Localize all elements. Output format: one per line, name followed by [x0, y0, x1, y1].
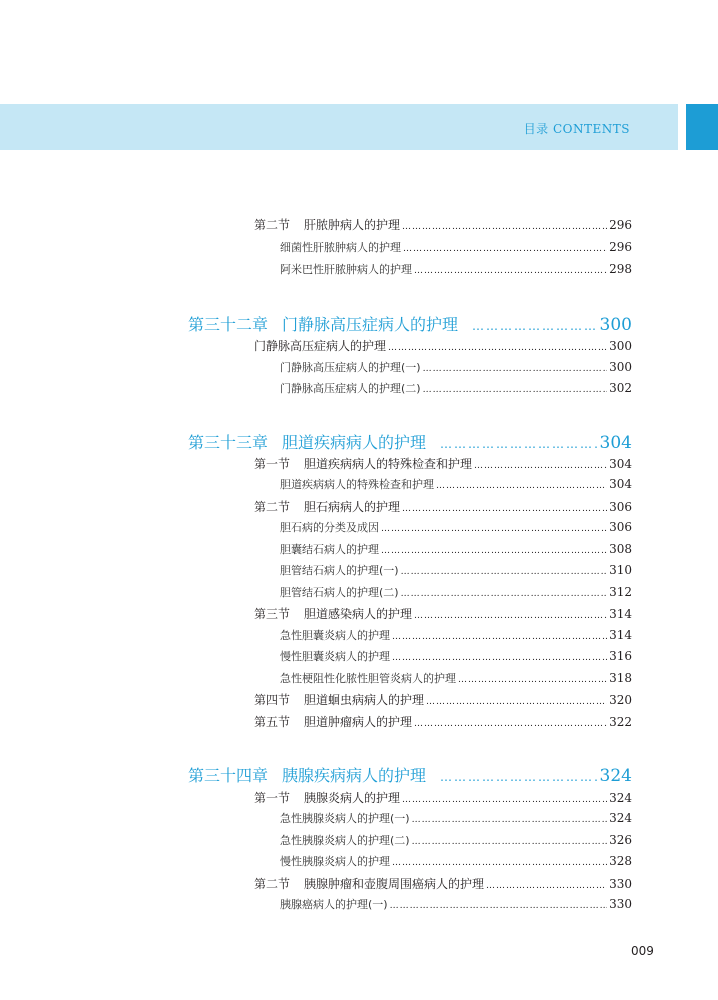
- page-number: 326: [609, 833, 632, 847]
- toc-subsection[interactable]: [280, 627, 632, 643]
- toc-subsection[interactable]: [280, 896, 632, 912]
- section-title: 门静脉高压症病人的护理: [254, 339, 387, 353]
- chapter-title: 胆道疾病病人的护理: [282, 433, 427, 452]
- page-number: 300: [599, 315, 632, 335]
- toc-subsection[interactable]: [280, 359, 632, 375]
- toc-section[interactable]: [254, 691, 632, 708]
- page-number: 308: [609, 542, 632, 556]
- page-number: 314: [609, 607, 632, 621]
- toc-subsection[interactable]: [280, 810, 632, 826]
- dot-leader: [423, 385, 608, 395]
- toc-subsection[interactable]: [280, 519, 632, 535]
- section-title: 胰腺炎病人的护理: [304, 791, 401, 805]
- page-number: 304: [609, 457, 632, 471]
- subsection-title: 门静脉高压症病人的护理(二): [280, 382, 421, 395]
- subsection-title: 门静脉高压症病人的护理(一): [280, 361, 421, 374]
- subsection-title: 胆管结石病人的护理(二): [280, 586, 399, 599]
- section-number: 第二节: [254, 500, 291, 514]
- toc-chapter[interactable]: [188, 430, 632, 453]
- dot-leader: [440, 437, 598, 451]
- page-number: 312: [609, 585, 632, 599]
- section-number: 第二节: [254, 877, 291, 891]
- toc-subsection[interactable]: [280, 670, 632, 686]
- page-folio: 009: [631, 944, 654, 958]
- section-title: 胆道肿瘤病人的护理: [304, 715, 413, 729]
- toc-section[interactable]: [254, 605, 632, 622]
- section-number: 第一节: [254, 457, 291, 471]
- subsection-title: 急性胰腺炎病人的护理(一): [280, 812, 410, 825]
- page-number: 324: [599, 766, 632, 786]
- dot-leader: [402, 504, 607, 514]
- section-title: 胆石病病人的护理: [304, 500, 401, 514]
- toc-subsection[interactable]: [280, 380, 632, 396]
- page-number: 304: [599, 433, 632, 453]
- page-number: 320: [609, 693, 632, 707]
- page-number: 310: [609, 563, 632, 577]
- section-number: 第一节: [254, 791, 291, 805]
- page-number: 330: [609, 897, 632, 911]
- toc-subsection[interactable]: [280, 648, 632, 664]
- toc-section[interactable]: [254, 216, 632, 233]
- toc-subsection[interactable]: [280, 541, 632, 557]
- dot-leader: [486, 881, 607, 891]
- dot-leader: [440, 770, 598, 784]
- dot-leader: [390, 901, 608, 911]
- dot-leader: [402, 222, 607, 232]
- subsection-title: 急性胰腺炎病人的护理(二): [280, 834, 410, 847]
- page-number: 328: [609, 854, 632, 868]
- toc-subsection[interactable]: [280, 562, 632, 578]
- dot-leader: [472, 319, 598, 333]
- dot-leader: [401, 567, 608, 577]
- dot-leader: [402, 795, 607, 805]
- page-number: 300: [609, 360, 632, 374]
- section-title: 胆道蛔虫病病人的护理: [304, 693, 425, 707]
- subsection-title: 胆囊结石病人的护理: [280, 543, 379, 556]
- toc-subsection[interactable]: [280, 239, 632, 255]
- page-number: 318: [609, 671, 632, 685]
- chapter-number: 第三十四章: [188, 766, 269, 785]
- chapter-title: 胰腺疾病病人的护理: [282, 766, 427, 785]
- subsection-title: 急性胆囊炎病人的护理: [280, 629, 390, 642]
- page-number: 304: [609, 477, 632, 491]
- page-number: 298: [609, 262, 632, 276]
- page-number: 296: [609, 218, 632, 232]
- subsection-title: 胆石病的分类及成因: [280, 521, 379, 534]
- toc-section[interactable]: [254, 498, 632, 515]
- dot-leader: [423, 364, 608, 374]
- section-number: 第二节: [254, 218, 291, 232]
- section-title: 肝脓肿病人的护理: [304, 218, 401, 232]
- dot-leader: [381, 546, 607, 556]
- toc-section[interactable]: [254, 875, 632, 892]
- subsection-title: 慢性胆囊炎病人的护理: [280, 650, 390, 663]
- dot-leader: [392, 653, 607, 663]
- page-number: 314: [609, 628, 632, 642]
- page-number: 300: [609, 339, 632, 353]
- dot-leader: [414, 611, 607, 621]
- chapter-title: 门静脉高压症病人的护理: [282, 315, 459, 334]
- toc-section[interactable]: [254, 455, 632, 472]
- section-title: 胆道感染病人的护理: [304, 607, 413, 621]
- dot-leader: [392, 632, 607, 642]
- dot-leader: [426, 697, 607, 707]
- page-number: 306: [609, 500, 632, 514]
- page-number: 296: [609, 240, 632, 254]
- toc-subsection[interactable]: [280, 853, 632, 869]
- section-number: 第三节: [254, 607, 291, 621]
- subsection-title: 胆道疾病病人的特殊检查和护理: [280, 478, 434, 491]
- chapter-number: 第三十三章: [188, 433, 269, 452]
- subsection-title: 慢性胰腺炎病人的护理: [280, 855, 390, 868]
- page-number: 324: [609, 811, 632, 825]
- subsection-title: 胆管结石病人的护理(一): [280, 564, 399, 577]
- dot-leader: [474, 461, 607, 471]
- toc-chapter[interactable]: [188, 763, 632, 786]
- page-number: 330: [609, 877, 632, 891]
- page-number: 306: [609, 520, 632, 534]
- subsection-title: 急性梗阻性化脓性胆管炎病人的护理: [280, 672, 456, 685]
- dot-leader: [403, 244, 607, 254]
- subsection-title: 胰腺癌病人的护理(一): [280, 898, 388, 911]
- dot-leader: [412, 815, 608, 825]
- page-number: 322: [609, 715, 632, 729]
- dot-leader: [414, 266, 607, 276]
- dot-leader: [458, 675, 607, 685]
- toc-chapter[interactable]: [188, 312, 632, 335]
- dot-leader: [392, 858, 607, 868]
- chapter-number: 第三十二章: [188, 315, 269, 334]
- section-number: 第四节: [254, 693, 291, 707]
- page-number: 316: [609, 649, 632, 663]
- page-number: 302: [609, 381, 632, 395]
- header-title: 目录 CONTENTS: [523, 122, 630, 136]
- toc-subsection[interactable]: [280, 261, 632, 277]
- toc-subsection[interactable]: [280, 584, 632, 600]
- subsection-title: 阿米巴性肝脓肿病人的护理: [280, 263, 412, 276]
- dot-leader: [381, 524, 607, 534]
- dot-leader: [414, 719, 607, 729]
- section-title: 胰腺肿瘤和壶腹周围癌病人的护理: [304, 877, 485, 891]
- dot-leader: [388, 343, 607, 353]
- section-number: 第五节: [254, 715, 291, 729]
- dot-leader: [436, 481, 607, 491]
- toc-section[interactable]: [254, 337, 632, 354]
- subsection-title: 细菌性肝脓肿病人的护理: [280, 241, 401, 254]
- toc-section[interactable]: [254, 713, 632, 730]
- toc-section[interactable]: [254, 789, 632, 806]
- toc-subsection[interactable]: [280, 832, 632, 848]
- dot-leader: [412, 837, 608, 847]
- section-title: 胆道疾病病人的特殊检查和护理: [304, 457, 473, 471]
- toc-subsection[interactable]: [280, 476, 632, 492]
- dot-leader: [401, 589, 608, 599]
- page-number: 324: [609, 791, 632, 805]
